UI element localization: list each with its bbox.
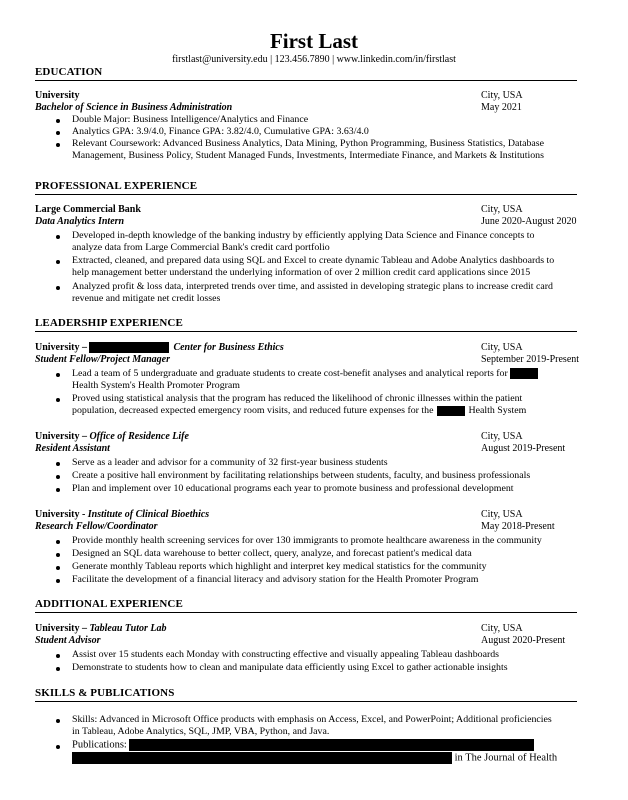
position-title: Resident Assistant bbox=[35, 443, 110, 454]
school-location: City, USA bbox=[481, 90, 523, 101]
position-bullet: Provide monthly health screening services for over 130 immigrants to promote healthcare awareness in the community bbox=[72, 535, 542, 546]
position-dates: August 2019-Present bbox=[481, 443, 566, 454]
position-bullet: Proved using statistical analysis that the program has reduced the likelihood of chronic illnesses within the patient bbox=[72, 393, 523, 404]
employer-name: Large Commercial Bank bbox=[35, 204, 141, 215]
bullet-icon bbox=[56, 286, 60, 290]
bullet-icon bbox=[56, 143, 60, 147]
organization-location: City, USA bbox=[481, 431, 523, 442]
position-bullet: Create a positive hall environment by facilitating relationships between students, faculty, and business professionals bbox=[72, 470, 531, 481]
redacted-block bbox=[89, 342, 169, 353]
graduation-date: May 2021 bbox=[481, 102, 522, 113]
bullet-icon bbox=[56, 719, 60, 723]
position-dates: August 2020-Present bbox=[481, 635, 566, 646]
job-bullet-continued: help management better understand the underlying information of over 2 million credit card applications since 2015 bbox=[72, 267, 531, 278]
section-title-additional: ADDITIONAL EXPERIENCE bbox=[35, 598, 183, 610]
position-bullet: Designed an SQL data warehouse to better collect, query, analyze, and forecast patient's medical data bbox=[72, 548, 472, 559]
redacted-block bbox=[437, 406, 465, 416]
school-name: University bbox=[35, 90, 80, 101]
contact-line: firstlast@university.edu | 123.456.7890 | www.linkedin.com/in/firstlast bbox=[172, 54, 456, 65]
bullet-icon bbox=[56, 745, 60, 749]
org-prefix: University – bbox=[35, 431, 90, 442]
bullet-text: Health System bbox=[468, 405, 527, 416]
position-title: Research Fellow/Coordinator bbox=[35, 521, 158, 532]
candidate-name: First Last bbox=[269, 29, 359, 53]
bullet-icon bbox=[56, 131, 60, 135]
bullet-text: Lead a team of 5 undergraduate and graduate students to create cost-benefit analyses and analytical reports for bbox=[72, 368, 508, 379]
education-bullet: Double Major: Business Intelligence/Analytics and Finance bbox=[72, 114, 309, 125]
org-unit: Tableau Tutor Lab bbox=[89, 623, 167, 634]
position-dates: May 2018-Present bbox=[481, 521, 555, 532]
org-unit: Office of Residence Life bbox=[89, 431, 189, 442]
position-bullet: Plan and implement over 10 educational programs each year to promote business and professional development bbox=[72, 483, 514, 494]
position-bullet-continued: Health System's Health Promoter Program bbox=[72, 380, 240, 391]
position-dates: September 2019-Present bbox=[481, 354, 580, 365]
position-bullet: Assist over 15 students each Monday with constructing effective and visually appealing Tableau dashboards bbox=[72, 649, 500, 660]
section-divider bbox=[35, 612, 577, 613]
job-bullet: Extracted, cleaned, and prepared data using SQL and Excel to create dynamic Tableau and Adobe Analytics dashboards to bbox=[72, 255, 555, 266]
organization-location: City, USA bbox=[481, 509, 523, 520]
bullet-icon bbox=[56, 119, 60, 123]
position-bullet: Facilitate the development of a financial literacy and advisory station for the Health Promoter Program bbox=[72, 574, 479, 585]
organization-name bbox=[35, 342, 284, 354]
position-bullet-continued bbox=[72, 405, 577, 417]
job-dates: June 2020-August 2020 bbox=[481, 216, 577, 227]
redacted-block bbox=[72, 752, 452, 764]
publications-label: Publications: bbox=[72, 739, 127, 751]
section-divider bbox=[35, 194, 577, 195]
org-prefix: University – bbox=[35, 623, 90, 634]
job-title: Data Analytics Intern bbox=[35, 216, 125, 227]
education-bullet-continued: Management, Business Policy, Student Managed Funds, Investments, Intermediate Finance, and Markets & Institutions bbox=[72, 150, 544, 161]
bullet-icon bbox=[56, 540, 60, 544]
organization-location: City, USA bbox=[481, 342, 523, 353]
organization-name bbox=[35, 509, 209, 521]
organization-location: City, USA bbox=[481, 623, 523, 634]
redacted-block bbox=[510, 368, 538, 379]
publications-bullet bbox=[72, 739, 577, 751]
skills-bullet: Skills: Advanced in Microsoft Office products with emphasis on Access, Excel, and PowerPoint; Additional proficiencies bbox=[72, 714, 552, 725]
education-bullet: Analytics GPA: 3.9/4.0, Finance GPA: 3.82/4.0, Cumulative GPA: 3.63/4.0 bbox=[72, 126, 369, 137]
bullet-text: population, decreased expected emergency room visits, and reduced future expenses for the bbox=[72, 405, 434, 416]
job-bullet: Analyzed profit & loss data, interpreted trends over time, and assisted in developing strategic plans to increase credit card bbox=[72, 281, 553, 292]
bullet-icon bbox=[56, 462, 60, 466]
bullet-icon bbox=[56, 488, 60, 492]
position-bullet bbox=[72, 368, 577, 380]
bullet-icon bbox=[56, 579, 60, 583]
organization-name bbox=[35, 623, 167, 635]
education-bullet: Relevant Coursework: Advanced Business Analytics, Data Mining, Python Programming, Business Statistics, Database bbox=[72, 138, 545, 149]
section-title-professional: PROFESSIONAL EXPERIENCE bbox=[35, 180, 198, 192]
section-divider bbox=[35, 331, 577, 332]
org-unit: Center for Business Ethics bbox=[173, 342, 284, 353]
publication-journal: in The Journal of Health bbox=[454, 752, 558, 764]
position-bullet: Serve as a leader and advisor for a community of 32 first-year business students bbox=[72, 457, 388, 468]
org-prefix: University – bbox=[35, 342, 90, 353]
position-bullet: Demonstrate to students how to clean and manipulate data efficiently using Excel to gather actionable insights bbox=[72, 662, 508, 673]
redacted-block bbox=[129, 739, 534, 751]
skills-bullet-continued: in Tableau, Adobe Analytics, SQL, JMP, VBA, Python, and Java. bbox=[72, 726, 330, 737]
bullet-icon bbox=[56, 373, 60, 377]
position-title: Student Advisor bbox=[35, 635, 101, 646]
position-title: Student Fellow/Project Manager bbox=[35, 354, 171, 365]
degree: Bachelor of Science in Business Administration bbox=[35, 102, 233, 113]
bullet-icon bbox=[56, 398, 60, 402]
bullet-icon bbox=[56, 566, 60, 570]
section-divider bbox=[35, 80, 577, 81]
org-unit: Institute of Clinical Bioethics bbox=[87, 509, 210, 520]
section-title-leadership: LEADERSHIP EXPERIENCE bbox=[35, 317, 183, 329]
section-title-skills: SKILLS & PUBLICATIONS bbox=[35, 687, 175, 699]
bullet-icon bbox=[56, 553, 60, 557]
position-bullet: Generate monthly Tableau reports which highlight and interpret key medical statistics for the community bbox=[72, 561, 487, 572]
bullet-icon bbox=[56, 260, 60, 264]
section-divider bbox=[35, 701, 577, 702]
job-bullet-continued: analyze data from Large Commercial Bank's credit card portfolio bbox=[72, 242, 330, 253]
employer-location: City, USA bbox=[481, 204, 523, 215]
bullet-icon bbox=[56, 667, 60, 671]
publications-bullet-continued bbox=[72, 752, 577, 764]
bullet-icon bbox=[56, 235, 60, 239]
org-prefix: University - bbox=[35, 509, 88, 520]
job-bullet-continued: revenue and mitigate net credit losses bbox=[72, 293, 221, 304]
bullet-icon bbox=[56, 654, 60, 658]
bullet-icon bbox=[56, 475, 60, 479]
organization-name bbox=[35, 431, 189, 443]
section-title-education: EDUCATION bbox=[35, 66, 103, 78]
job-bullet: Developed in-depth knowledge of the banking industry by efficiently applying Data Science and Finance concepts to bbox=[72, 230, 535, 241]
